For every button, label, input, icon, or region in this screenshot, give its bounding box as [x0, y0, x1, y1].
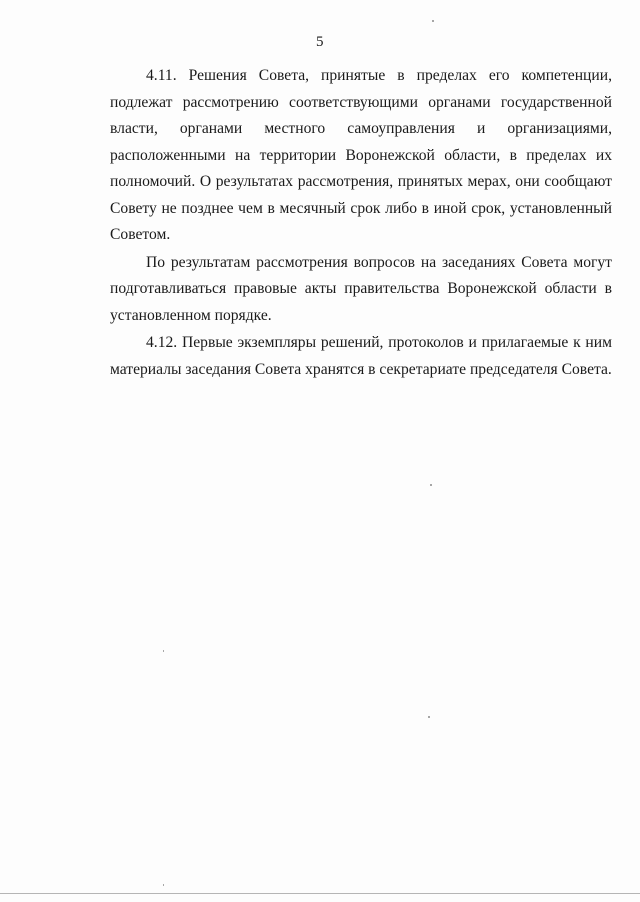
paragraph-legal-acts: По результатам рассмотрения вопросов на заседаниях Совета могут подготавливаться правовые акты правительства Воронежской области в установленном порядке.	[110, 253, 612, 324]
scan-speck	[163, 650, 164, 652]
page-bottom-edge	[0, 893, 640, 894]
page-number: 5	[316, 34, 324, 50]
document-body	[110, 63, 612, 383]
scan-speck	[430, 484, 432, 486]
scan-speck	[432, 20, 434, 22]
paragraph-4-11: 4.11. Решения Совета, принятые в пределах его компетенции, подлежат рассмотрению соответствующими органами государственной власти, органами местного самоуправления и организациями, расположенными на территории Воронежской области, в пределах их полномочий. О результатах рассмотрения, принятых мерах, они сообщают Совету не позднее чем в месячный срок либо в иной срок, установленный Советом.	[110, 67, 612, 243]
scan-speck	[163, 884, 164, 886]
paragraph-4-12: 4.12. Первые экземпляры решений, протоколов и прилагаемые к ним материалы заседания Совета хранятся в секретариате председателя Совета.	[110, 334, 612, 378]
scan-speck	[428, 716, 430, 718]
